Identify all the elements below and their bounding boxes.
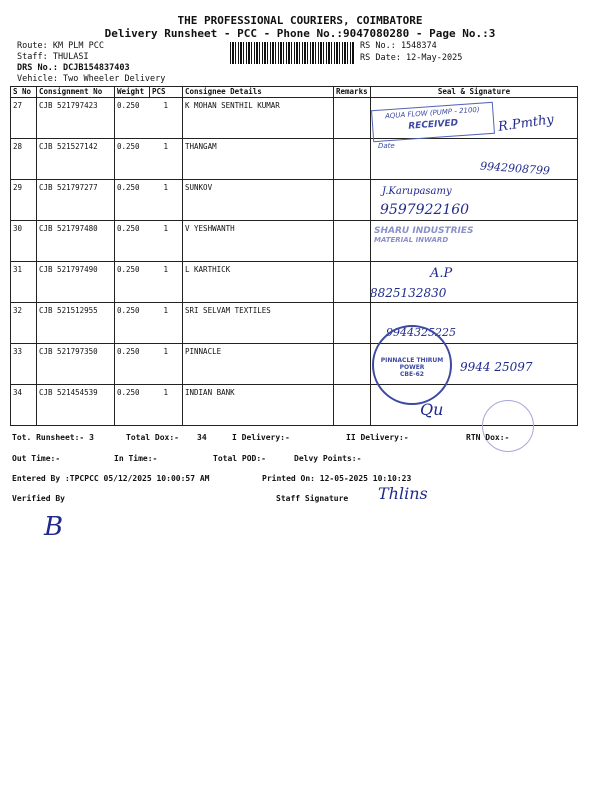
- delivery-table: [10, 86, 578, 426]
- row-consignment: CJB 521797490: [37, 262, 115, 303]
- row-consignment: CJB 521797277: [37, 180, 115, 221]
- stamp-date: Date: [378, 142, 395, 150]
- row-consignee: SRI SELVAM TEXTILES: [183, 303, 334, 344]
- row-sno: 29: [11, 180, 37, 221]
- stamp-row30: [374, 226, 524, 244]
- col-consignee: Consignee Details: [183, 87, 334, 98]
- stamp-row30-line2: MATERIAL INWARD: [374, 236, 449, 244]
- company-title: THE PROFESSIONAL COURIERS, COIMBATORE: [177, 14, 423, 27]
- row-weight: 0.250: [115, 303, 150, 344]
- row-sno: 30: [11, 221, 37, 262]
- row-consignee: V YESHWANTH: [183, 221, 334, 262]
- row-consignee: SUNKOV: [183, 180, 334, 221]
- col-sno: S No: [11, 87, 37, 98]
- row-sno: 31: [11, 262, 37, 303]
- phone-row32: 9944325225: [386, 326, 456, 339]
- row-remarks: [334, 385, 371, 426]
- row-consignee: INDIAN BANK: [183, 385, 334, 426]
- row-consignee: L KARTHICK: [183, 262, 334, 303]
- phone-row29: 9597922160: [380, 202, 470, 218]
- col-remarks: Remarks: [334, 87, 371, 98]
- stamp-company: AQUA FLOW (PUMP - 2100): [384, 105, 480, 121]
- row-sno: 34: [11, 385, 37, 426]
- staff-signature: Thlins: [378, 484, 428, 503]
- row-sno: 32: [11, 303, 37, 344]
- table-row: [11, 303, 578, 344]
- table-row: [11, 262, 578, 303]
- row-consignee: PINNACLE: [183, 344, 334, 385]
- tot-runsheet: Tot. Runsheet:- 3: [12, 433, 94, 442]
- table-row: [11, 180, 578, 221]
- signature-row34: Qu: [420, 400, 444, 419]
- runsheet-subtitle: Delivery Runsheet - PCC - Phone No.:9047080280 - Page No.:3: [104, 27, 496, 40]
- row-remarks: [334, 303, 371, 344]
- row-sno: 28: [11, 139, 37, 180]
- row-pcs: 1: [150, 344, 183, 385]
- in-time: In Time:-: [114, 454, 158, 463]
- row-pcs: 1: [150, 385, 183, 426]
- staff-label: Staff: THULASI: [17, 52, 89, 62]
- row-consignment: CJB 521797423: [37, 98, 115, 139]
- col-weight: Weight: [115, 87, 150, 98]
- drs-number: DRS No.: DCJB154837403: [17, 63, 130, 73]
- row-weight: 0.250: [115, 385, 150, 426]
- row-consignee: THANGAM: [183, 139, 334, 180]
- row-sno: 33: [11, 344, 37, 385]
- total-dox-label: Total Dox:-: [126, 433, 179, 442]
- phone-row33: 9944 25097: [460, 360, 533, 374]
- ii-delivery: II Delivery:-: [346, 433, 409, 442]
- entered-by: Entered By :TPCPCC 05/12/2025 10:00:57 AM: [12, 474, 210, 483]
- row-weight: 0.250: [115, 221, 150, 262]
- row-remarks: [334, 344, 371, 385]
- row-pcs: 1: [150, 262, 183, 303]
- row-pcs: 1: [150, 221, 183, 262]
- phone-row28: 9942908799: [479, 159, 551, 178]
- name-row29: J.Karupasamy: [382, 186, 452, 197]
- table-header-row: [11, 87, 578, 98]
- row-weight: 0.250: [115, 139, 150, 180]
- i-delivery: I Delivery:-: [232, 433, 290, 442]
- row-weight: 0.250: [115, 262, 150, 303]
- row-sno: 27: [11, 98, 37, 139]
- delvy-points: Delvy Points:-: [294, 454, 362, 463]
- row-remarks: [334, 98, 371, 139]
- row-consignment: CJB 521797350: [37, 344, 115, 385]
- col-consignment: Consignment No: [37, 87, 115, 98]
- row-consignment: CJB 521454539: [37, 385, 115, 426]
- rs-number: RS No.: 1548374: [360, 41, 437, 51]
- row-remarks: [334, 221, 371, 262]
- signature-row27: R.Pmthy: [497, 112, 555, 135]
- row-weight: 0.250: [115, 180, 150, 221]
- row-consignment: CJB 521527142: [37, 139, 115, 180]
- row-remarks: [334, 139, 371, 180]
- route-label: Route: KM PLM PCC: [17, 41, 104, 51]
- total-pod: Total POD:-: [213, 454, 266, 463]
- row-pcs: 1: [150, 303, 183, 344]
- seal-text: PINNACLE THIRUM POWER: [380, 357, 444, 371]
- row-pcs: 1: [150, 180, 183, 221]
- stamp-row30-line1: SHARU INDUSTRIES: [374, 226, 474, 236]
- row-consignment: CJB 521512955: [37, 303, 115, 344]
- total-dox-value: 34: [197, 433, 207, 442]
- col-pcs: PCS: [150, 87, 183, 98]
- faint-seal: [482, 400, 534, 452]
- col-signature: Seal & Signature: [371, 87, 578, 98]
- verified-by: Verified By: [12, 494, 65, 503]
- barcode: [230, 42, 355, 64]
- vehicle-label: Vehicle: Two Wheeler Delivery: [17, 74, 166, 84]
- seal-city: CBE-62: [400, 371, 424, 378]
- row-remarks: [334, 262, 371, 303]
- stamp-received: RECEIVED: [408, 118, 459, 132]
- staff-signature-label: Staff Signature: [276, 494, 349, 503]
- round-seal: [372, 325, 452, 405]
- out-time: Out Time:-: [12, 454, 61, 463]
- rs-date: RS Date: 12-May-2025: [360, 53, 463, 63]
- printed-on: Printed On: 12-05-2025 10:10:23: [262, 474, 412, 483]
- row-weight: 0.250: [115, 98, 150, 139]
- row-consignment: CJB 521797480: [37, 221, 115, 262]
- phone-row31: 8825132830: [370, 286, 447, 300]
- row-pcs: 1: [150, 98, 183, 139]
- verified-signature: B: [44, 512, 64, 542]
- row-weight: 0.250: [115, 344, 150, 385]
- rtn-dox: RTN Dox:-: [466, 433, 510, 442]
- row-pcs: 1: [150, 139, 183, 180]
- initials-row31: A.P: [430, 266, 453, 281]
- row-consignee: K MOHAN SENTHIL KUMAR: [183, 98, 334, 139]
- row-remarks: [334, 180, 371, 221]
